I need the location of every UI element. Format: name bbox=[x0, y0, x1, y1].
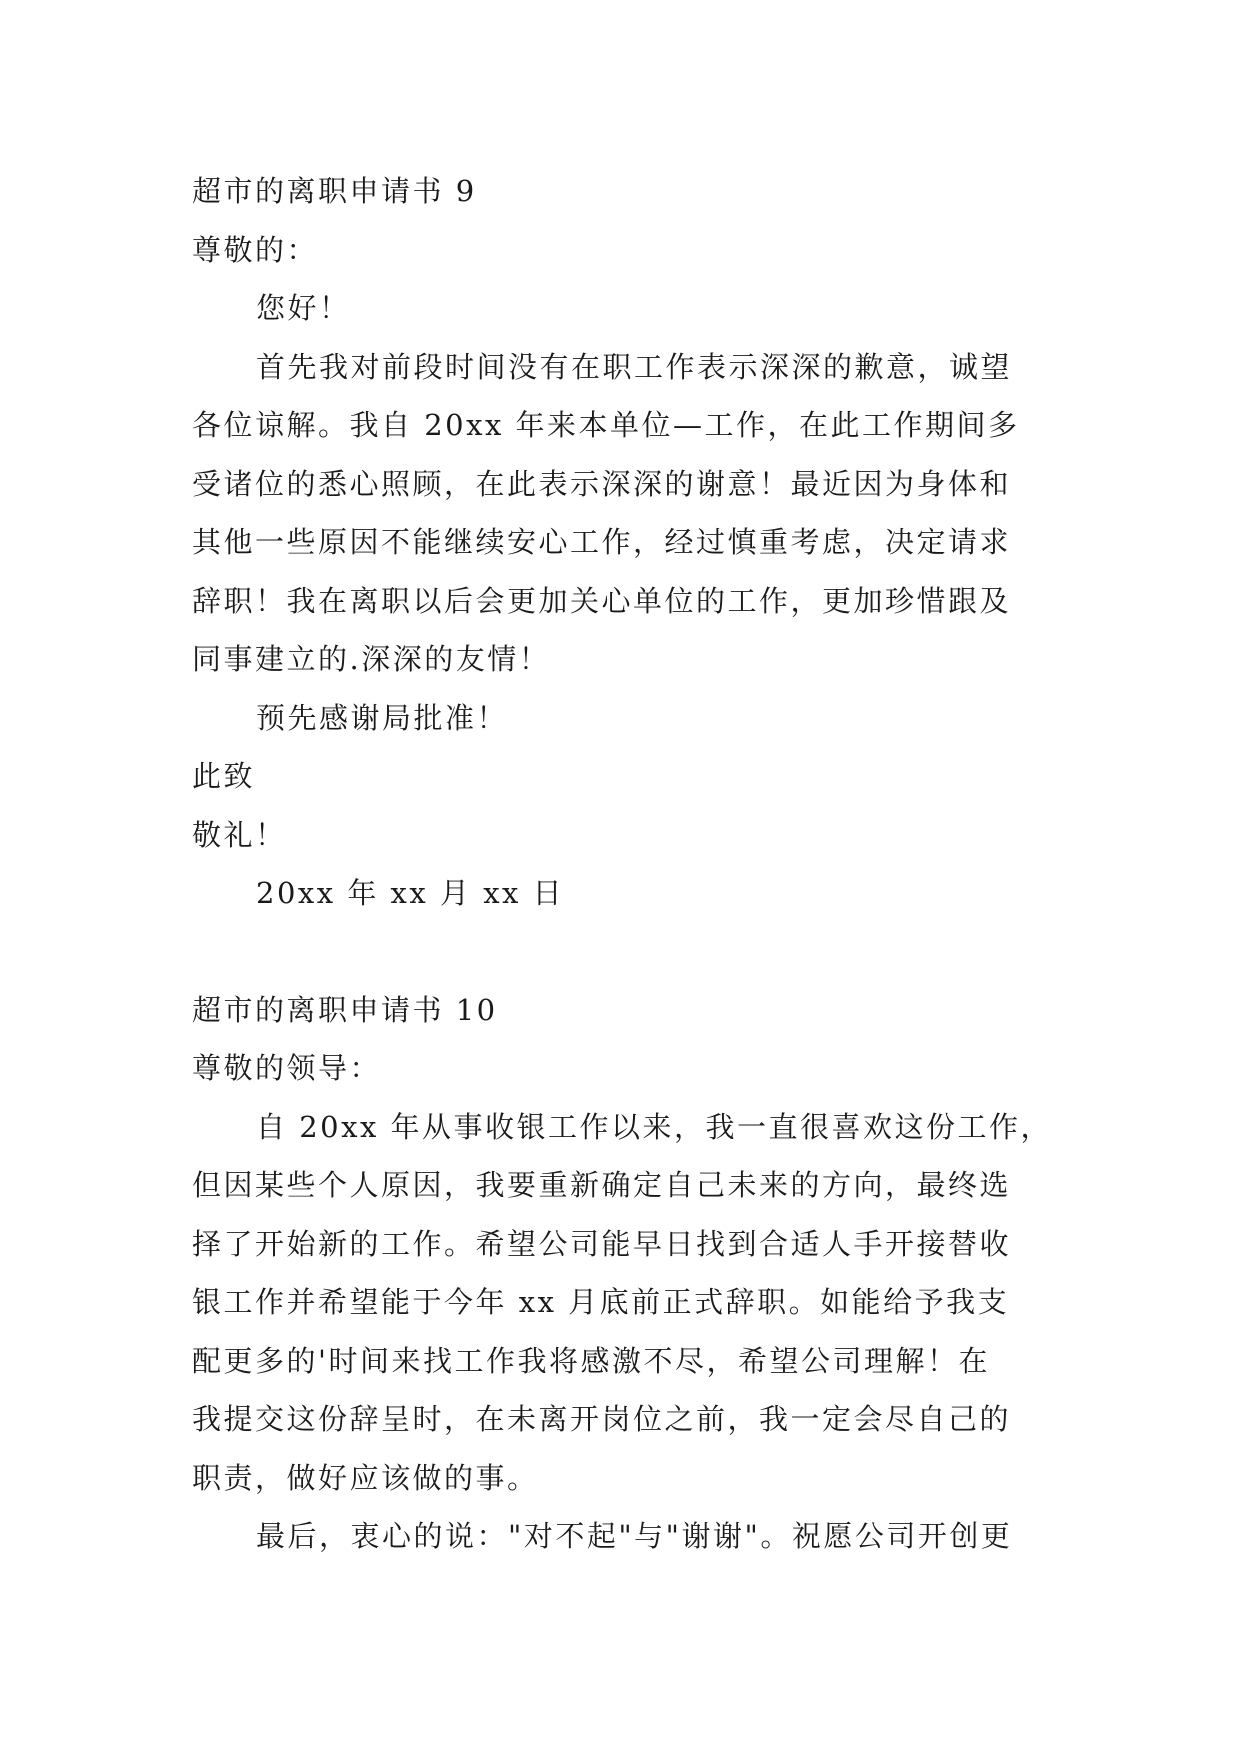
paragraph-line: 银工作并希望能于今年 xx 月底前正式辞职。如能给予我支 bbox=[192, 1285, 1010, 1319]
paragraph-line: 我提交这份辞呈时，在未离开岗位之前，我一定会尽自己的 bbox=[192, 1402, 1012, 1436]
document-body bbox=[192, 162, 1062, 1566]
paragraph-line: 配更多的'时间来找工作我将感激不尽，希望公司理解！在 bbox=[192, 1343, 990, 1378]
paragraph-line: 但因某些个人原因，我要重新确定自己未来的方向，最终选 bbox=[192, 1168, 1012, 1202]
thanks-line: 预先感谢局批准！ bbox=[256, 700, 509, 735]
date-line: 20xx 年 xx 月 xx 日 bbox=[256, 876, 565, 910]
paragraph-line: 首先我对前段时间没有在职工作表示深深的歉意，诚望 bbox=[256, 349, 1013, 384]
paragraph-line: 受诸位的悉心照顾，在此表示深深的谢意！最近因为身体和 bbox=[192, 466, 1012, 501]
paragraph-line: 择了开始新的工作。希望公司能早日找到合适人手开接替收 bbox=[192, 1226, 1012, 1261]
paragraph-line: 辞职！我在离职以后会更加关心单位的工作，更加珍惜跟及 bbox=[192, 583, 1012, 618]
paragraph-line: 各位谅解。我自 20xx 年来本单位—工作，在此工作期间多 bbox=[192, 408, 1020, 442]
paragraph-line: 其他一些原因不能继续安心工作，经过慎重考虑，决定请求 bbox=[192, 525, 1012, 559]
greeting: 您好！ bbox=[256, 291, 351, 325]
section-spacer bbox=[192, 923, 1062, 981]
paragraph-line: 自 20xx 年从事收银工作以来，我一直很喜欢这份工作， bbox=[256, 1109, 1053, 1144]
closing-line: 敬礼！ bbox=[192, 817, 287, 852]
section-title: 超市的离职申请书 9 bbox=[192, 174, 477, 208]
salutation: 尊敬的领导： bbox=[192, 1051, 382, 1085]
paragraph-line: 最后，衷心的说："对不起"与"谢谢"。祝愿公司开创更 bbox=[256, 1519, 1013, 1553]
section-title: 超市的离职申请书 10 bbox=[192, 992, 498, 1027]
paragraph-line: 职责，做好应该做的事。 bbox=[192, 1460, 539, 1495]
salutation: 尊敬的： bbox=[192, 232, 319, 267]
paragraph-line: 同事建立的.深深的友情！ bbox=[192, 642, 551, 676]
closing-line: 此致 bbox=[192, 759, 256, 793]
